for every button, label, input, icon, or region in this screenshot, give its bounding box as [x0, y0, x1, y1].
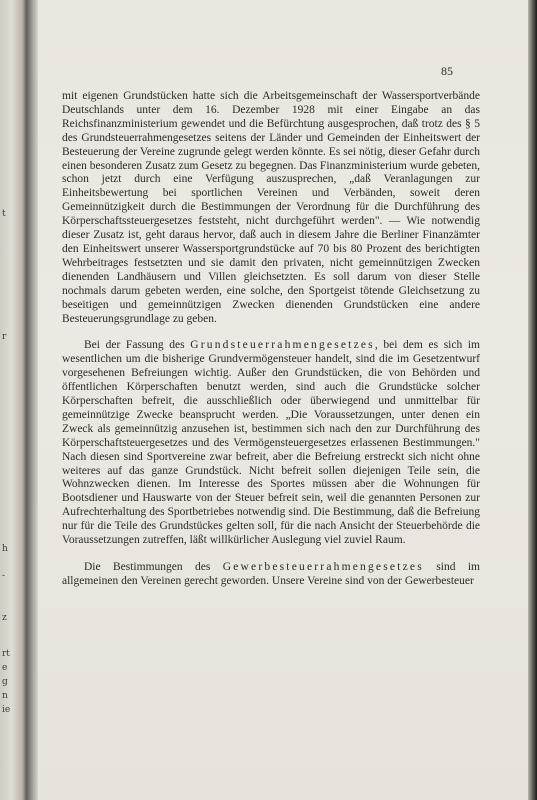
body-text [62, 90, 480, 589]
paragraph [62, 90, 480, 326]
paragraph [62, 561, 480, 589]
page-number: 85 [441, 64, 453, 78]
prev-page-mark: z [2, 613, 7, 623]
emphasized-term: Grundsteuerrahmengesetzes [190, 339, 375, 352]
prev-page-mark: t [2, 209, 6, 219]
text-segment: sind im allgemeinen den Vereinen gerecht geworden. Unsere Vereine sind von der Gewerbesteuer [62, 561, 480, 587]
prev-page-mark: rt [2, 649, 10, 659]
prev-page-mark: g [2, 677, 8, 687]
page-right-edge [528, 0, 537, 800]
emphasized-term: Gewerbesteuerrahmengesetzes [222, 561, 424, 573]
prev-page-mark: r [2, 332, 7, 342]
text-segment: mit eigenen Grundstücken hatte sich die Arbeitsgemeinschaft der Wassersportverbände Deutschlands unter dem 16. Dezember 1928 mit einer Eingabe an das Reichsfinanzministerium gewendet und die Befürchtung ausgesprochen, daß trotz des § 5 des Grundsteuerrahmengesetzes seitens der Länder und Gemeinden der Einheitswert der Besteuerung der Vereine zugrunde gelegt werden könnte. Es sei nötig, dieser Gefahr durch einen besonderen Zusatz zum Gesetz zu begegnen. Das Finanzministerium wurde gebeten, schon jetzt durch eine Verfügung auszusprechen, „daß Veranlagungen zur Einheitsbewertung bei sportlichen Vereinen und Verbänden, soweit deren Gemeinnützigkeit durch die Bestimmungen der Verordnung für die Durchführung des Körperschaftssteuergesetzes feststeht, nicht durchgeführt werden". — Wie notwendig dieser Zusatz ist, geht daraus hervor, daß auch in diesem Jahre die Berliner Finanzämter den Einheitswert unserer Wassersportgrundstücke auf 70 bis 80 Prozent des berichtigten Wehrbeitrages festsetzten und sie damit den privaten, nicht gemeinnützigen Zwecken dienenden Landhäusern und Villen gleichsetzten. Es soll darum von dieser Stelle nochmals darum gebeten werden, eine solche, den Sportgeist tötende Gleichsetzung zu beseitigen und gemeinnützigen Zwecken dienenden Grundstücken eine andere Besteuerungsgrundlage zu geben. [62, 90, 480, 325]
prev-page-mark: - [2, 571, 6, 581]
text-segment: Die Bestimmungen des [84, 561, 223, 573]
prev-page-mark: n [2, 691, 8, 701]
paragraph [62, 339, 480, 548]
prev-page-mark: ie [2, 705, 11, 715]
text-segment: Bei der Fassung des [84, 339, 191, 352]
book-gutter [26, 0, 38, 800]
book-page [38, 0, 528, 800]
text-segment: , bei dem es sich im wesentlichen um die bisherige Grundvermögensteuer handelt, sind die im Gesetzentwurf vorgesehenen Befreiungen wichtig. Außer den Grundstücken, die von Behörden und öffentlichen Körperschaften benutzt werden, sind auch die Grundstücke solcher Körperschaften befreit, die ausschließlich oder überwiegend und unmittelbar für gemeinnützige Zwecke beansprucht werden. „Die Voraussetzungen, unter denen ein Zweck als gemeinnützig anzusehen ist, bestimmen sich nach den zur Durchführung des Körperschaftsteuergesetzes und des Vermögensteuergesetzes erlassenen Bestimmungen." Nach diesen sind Sportvereine zwar befreit, aber die Befreiung erstreckt sich nicht ohne weiteres auf das ganze Grundstück. Nicht befreit sollen diejenigen Teile sein, die Wohnzwecken dienen. Im Interesse des Sportes müssen aber die Wohnungen für Bootsdiener und Hauswarte von der Steuer befreit sein, weil die genannten Personen zur Aufrechterhaltung des Sportbetriebes notwendig sind. Die Bestimmung, daß die Befreiung nur für die Teile des Grundstückes gelten soll, für die nach Ansicht der Steuerbehörde die Voraussetzungen zutreffen, läßt willkürlicher Auslegung viel zuviel Raum. [62, 339, 480, 547]
previous-page-edge [0, 0, 26, 800]
prev-page-mark: h [2, 544, 8, 554]
prev-page-mark: e [2, 663, 8, 673]
